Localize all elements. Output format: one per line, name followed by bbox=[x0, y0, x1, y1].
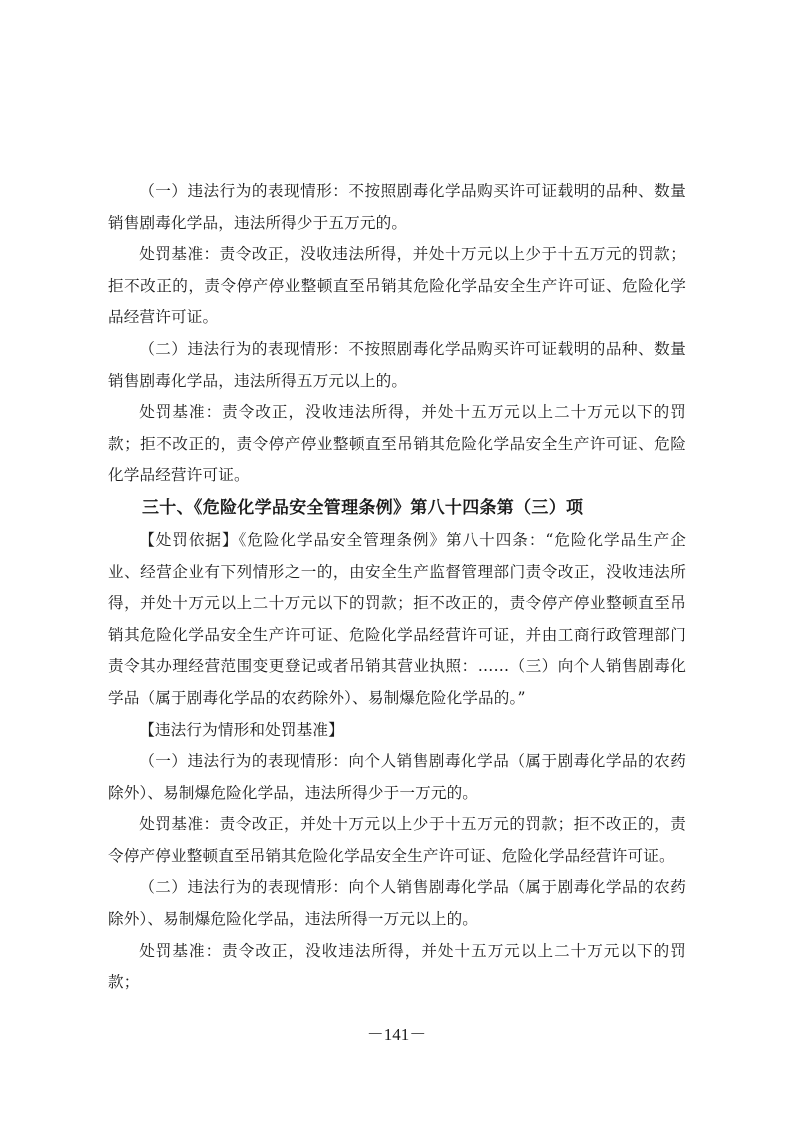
paragraph-penalty-3: 处罚基准：责令改正，并处十万元以上少于十五万元的罚款；拒不改正的，责令停产停业整顿直至吊销其危险化学品安全生产许可证、危险化学品经营许可证。 bbox=[108, 815, 686, 865]
paragraph-violation-3: （一）违法行为的表现情形：向个人销售剧毒化学品（属于剧毒化学品的农药除外）、易制爆危险化学品，违法所得少于一万元的。 bbox=[108, 752, 686, 802]
paragraph-penalty-4: 处罚基准：责令改正，没收违法所得，并处十五万元以上二十万元以下的罚款； bbox=[108, 941, 686, 992]
paragraph-penalty-1: 处罚基准：责令改正，没收违法所得，并处十万元以上少于十五万元的罚款；拒不改正的，责令停产停业整顿直至吊销其危险化学品安全生产许可证、危险化学品经营许可证。 bbox=[108, 245, 686, 327]
paragraph-subheading: 【违法行为情形和处罚基准】 bbox=[139, 720, 344, 739]
paragraph-legal-basis: 【处罚依据】《危险化学品安全管理条例》第八十四条：“危险化学品生产企业、经营企业有下列情形之一的，由安全生产监督管理部门责令改正，没收违法所得，并处十万元以上二十万元以下的罚款；拒不改正的，责令停产停业整顿直至吊销其危险化学品安全生产许可证、危险化学品经营许可证，并由工商行政管理部门责令其办理经营范围变更登记或者吊销其营业执照：……（三）向个人销售剧毒化学品（属于剧毒化学品的农药除外）、易制爆危险化学品的。” bbox=[108, 530, 686, 707]
paragraph-violation-1: （一）违法行为的表现情形：不按照剧毒化学品购买许可证载明的品种、数量销售剧毒化学品，违法所得少于五万元的。 bbox=[108, 182, 686, 232]
paragraph-violation-2: （二）违法行为的表现情形：不按照剧毒化学品购买许可证载明的品种、数量销售剧毒化学品，违法所得五万元以上的。 bbox=[108, 339, 686, 390]
page-number: －141－ bbox=[366, 1025, 427, 1044]
paragraph-violation-4: （二）违法行为的表现情形：向个人销售剧毒化学品（属于剧毒化学品的农药除外）、易制爆危险化学品，违法所得一万元以上的。 bbox=[108, 878, 686, 929]
paragraph-penalty-2: 处罚基准：责令改正，没收违法所得，并处十五万元以上二十万元以下的罚款；拒不改正的，责令停产停业整顿直至吊销其危险化学品安全生产许可证、危险化学品经营许可证。 bbox=[108, 403, 686, 485]
section-heading: 三十、《危险化学品安全管理条例》第八十四条第（三）项 bbox=[142, 497, 584, 518]
document-body bbox=[108, 176, 686, 999]
